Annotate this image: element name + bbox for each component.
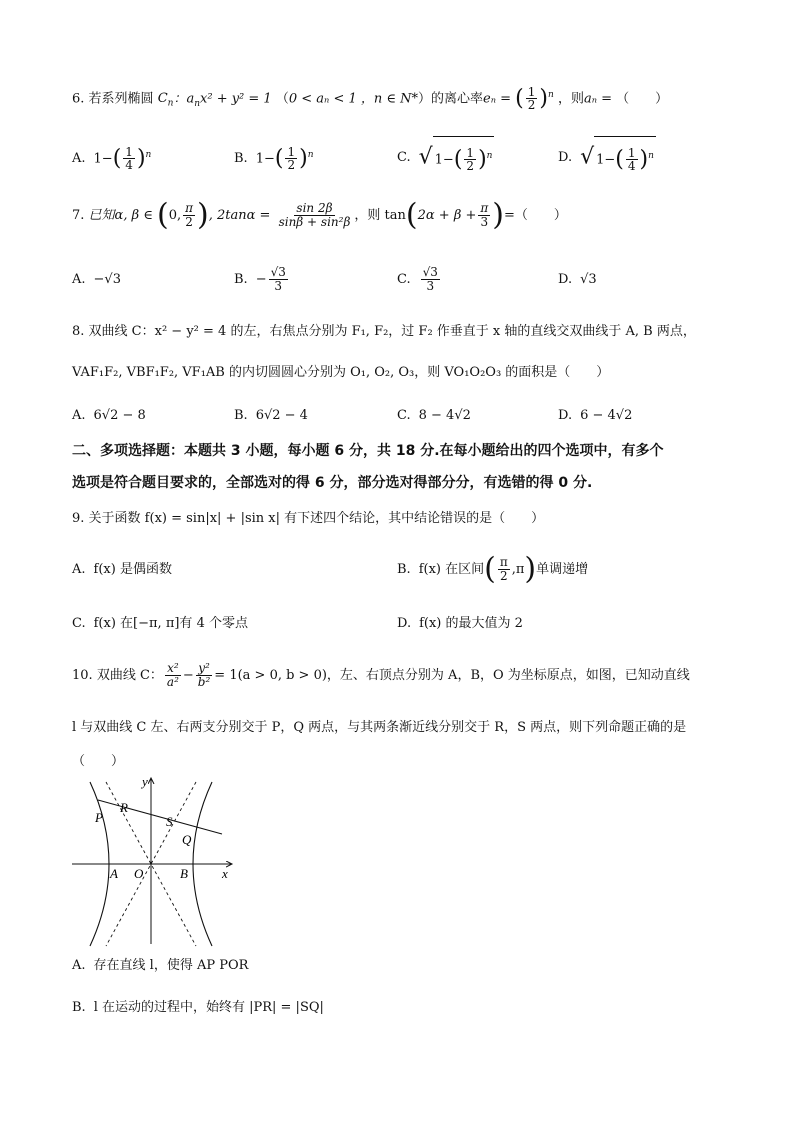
q6-stem: 6. 若系列椭圆 $C_n$：$a_nx^2 + y^2 = 1$ （0 < aₙ < 1 ，n ∈ N*）的离心率eₙ = ( $\frac{1}{2}$ )$^n$ ，则aₙ = （ ） xyxy=(72,84,669,113)
q9-option-a: A. f(x) 是偶函数 xyxy=(72,562,172,577)
q8-line2: VAF₁F₂, VBF₁F₂, VF₁AB 的内切圆圆心分别为 O₁, O₂, O₃，则 VO₁O₂O₃ 的面积是（ ） xyxy=(72,365,610,380)
q8-line1: 8. 双曲线 C：x² − y² = 4 的左，右焦点分别为 F₁, F₂，过 F₂ 作垂直于 x 轴的直线交双曲线于 A, B 两点， xyxy=(72,324,696,339)
q6-condition: 0 < aₙ < 1 ，n ∈ N* xyxy=(288,91,419,107)
q9-stem: 9. 关于函数 f(x) = sin|x| + |sin x| 有下述四个结论，其中结论错误的是（ ） xyxy=(72,511,545,526)
moving-line-l xyxy=(98,800,222,834)
q6-option-b: B. 1−( $\frac{1}{2}$ )$^n$ xyxy=(234,144,314,173)
q6-option-d: D. √ 1−( $\frac{1}{4}$ )$^n$ xyxy=(558,136,656,174)
q6-blank: （ ） xyxy=(616,91,669,107)
q7-stem: 7. 已知α, β ∈ (0, $\frac{\pi}{2}$ ), 2tanα = $\frac{\sin 2\beta}{\text{sinβ + sin²β}}$ ，则 tan(2α + β + $\frac{\pi}{3}$ )=（ ） xyxy=(72,197,567,233)
q8-option-b: B. 6√2 − 4 xyxy=(234,408,308,423)
q10-stem-line3: （ ） xyxy=(72,754,125,769)
q7-option-c: C. $\frac{√3}{3}$ xyxy=(397,265,438,293)
label-y: y xyxy=(142,774,148,789)
label-B: B xyxy=(180,866,188,881)
q6-option-a: A. 1−( $\frac{1}{4}$ )$^n$ xyxy=(72,144,152,173)
label-R: R xyxy=(120,800,128,815)
q6-stem-text-b: （ xyxy=(275,91,289,107)
q6-ecc-symbol: eₙ = xyxy=(483,91,512,107)
q6-ecc-frac: $\frac{1}{2}$ xyxy=(527,84,536,113)
q10-option-a: A. 存在直线 l，使得 AP POR xyxy=(72,958,249,973)
label-Q: Q xyxy=(182,832,192,847)
q6-ellipse-eq: x² + y² = 1 xyxy=(200,91,272,107)
q6-stem-text-d: ，则 xyxy=(557,91,584,107)
q7-option-d: D. √3 xyxy=(558,272,597,287)
q6-ans-symbol: aₙ = xyxy=(583,91,612,107)
q10-option-b: B. l 在运动的过程中，始终有 |PR| = |SQ| xyxy=(72,1000,324,1015)
q7-option-b: B. − $\frac{√3}{3}$ xyxy=(234,265,286,293)
section-2-heading-line2: 选项是符合题目要求的，全部选对的得 6 分，部分选对得部分分，有选错的得 0 分. xyxy=(72,475,593,491)
q6-stem-text-c: ）的离心率 xyxy=(418,91,484,107)
q6-ellipse-name: $C_n$ xyxy=(157,91,174,109)
label-x: x xyxy=(222,866,228,881)
hyperbola-figure xyxy=(70,772,240,952)
label-S: S xyxy=(166,814,173,829)
q9-option-c: C. f(x) 在[−π, π]有 4 个零点 xyxy=(72,616,248,631)
label-A: A xyxy=(110,866,118,881)
q7-option-a: A. −√3 xyxy=(72,272,121,287)
q8-option-d: D. 6 − 4√2 xyxy=(558,408,633,423)
q6-number: 6. xyxy=(72,91,85,107)
q6-stem-text-a: 若系列椭圆 xyxy=(88,91,154,107)
section-2-heading-line1: 二、多项选择题：本题共 3 小题，每小题 6 分，共 18 分.在每小题给出的四个选项中，有多个 xyxy=(72,443,664,459)
q10-stem-line1: 10. 双曲线 C： $\frac{\text{x²}}{\text{a²}}$ − $\frac{\text{y²}}{\text{b²}}$ = 1(a > 0, b > 0)，左、右顶点分别为 A，B，O 为坐标原点，如图，已知动直线 xyxy=(72,661,690,689)
label-O: O xyxy=(134,866,144,881)
q9-option-b: B. f(x) 在区间( $\frac{\pi}{2}$ ,π)单调递增 xyxy=(397,551,589,587)
q9-option-d: D. f(x) 的最大值为 2 xyxy=(397,616,523,631)
q6-option-c: C. √ 1−( $\frac{1}{2}$ )$^n$ xyxy=(397,136,494,174)
q8-option-c: C. 8 − 4√2 xyxy=(397,408,471,423)
q8-option-a: A. 6√2 − 8 xyxy=(72,408,146,423)
label-P: P xyxy=(95,810,103,825)
q6-ellipse-coef: ：a xyxy=(173,91,195,107)
q10-stem-line2: l 与双曲线 C 左、右两支分别交于 P，Q 两点，与其两条渐近线分别交于 R，S 两点，则下列命题正确的是 xyxy=(72,720,687,735)
